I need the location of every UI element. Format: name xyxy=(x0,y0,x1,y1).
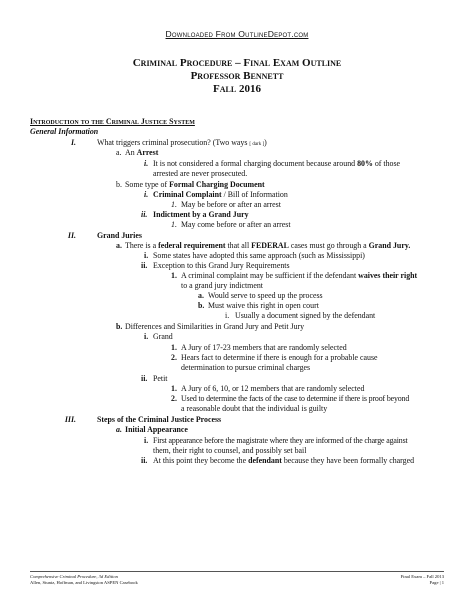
outline-num: 1. xyxy=(171,343,177,352)
outline-item-I-b-ii: Indictment by a Grand Jury xyxy=(153,210,249,219)
outline-num: a. xyxy=(116,148,122,157)
outline-num: II. xyxy=(67,231,76,240)
sub-heading: General Information xyxy=(30,127,99,136)
outline-item-continuation: arrested are never prosecuted. xyxy=(153,169,248,178)
outline-item-I-b xyxy=(125,180,265,190)
section-heading: Introduction to the Criminal Justice System xyxy=(30,117,195,126)
outline-num: 1. xyxy=(171,220,177,229)
outline-num: ii. xyxy=(141,261,148,270)
outline-num: 1. xyxy=(171,200,177,209)
outline-item-I-a xyxy=(125,148,158,158)
outline-num: i. xyxy=(144,332,149,341)
outline-num: b. xyxy=(116,180,122,189)
outline-item-II-a-i: Some states have adopted this same approach (such as Mississippi) xyxy=(153,251,365,260)
tiny-note: [ dark ] xyxy=(249,142,265,147)
outline-num: ii. xyxy=(141,456,148,465)
item-text: It is not considered a formal charging document because around xyxy=(153,159,358,168)
item-text: of those xyxy=(372,159,401,168)
doc-title-line1: Criminal Procedure – Final Exam Outline xyxy=(132,57,342,69)
item-text: What triggers criminal prosecution? (Two ways xyxy=(97,138,248,147)
outline-num: b. xyxy=(198,301,205,310)
outline-num: 1. xyxy=(171,384,177,393)
outline-item-continuation: a reasonable doubt that the individual is guilty xyxy=(181,404,328,413)
item-text: An xyxy=(125,148,137,157)
outline-item-II-a-ii: Exception to this Grand Jury Requirements xyxy=(153,261,290,270)
outline-item-II-b-ii-2: Used to determine the facts of the case to determine if there is proof beyond xyxy=(181,394,410,403)
outline-item-continuation: determination to pursue criminal charges xyxy=(181,363,311,372)
outline-item-I-b-i-1: May be before or after an arrest xyxy=(181,200,281,209)
doc-title-line2: Professor Bennett xyxy=(190,70,284,82)
outline-num: a. xyxy=(198,291,204,300)
page-number: Page | 1 xyxy=(429,580,444,585)
outline-num: 1. xyxy=(171,271,177,280)
outline-num: ii. xyxy=(141,210,148,219)
outline-item-III: Steps of the Criminal Justice Process xyxy=(97,415,222,424)
outline-item-I xyxy=(97,138,267,150)
footer-divider xyxy=(30,571,444,572)
item-bold: defendant xyxy=(248,456,282,465)
outline-item-I-b-ii-1: May come before or after an arrest xyxy=(181,220,291,229)
outline-num: 2. xyxy=(171,394,177,403)
outline-item-II-b-i-2: Hears fact to determine if there is enough for a probable cause xyxy=(181,353,378,362)
outline-num: a. xyxy=(116,241,122,250)
item-text: because they have been formally charged xyxy=(281,456,415,465)
outline-num: 2. xyxy=(171,353,177,362)
outline-item-III-a: Initial Appearance xyxy=(125,425,188,434)
outline-item-III-a-ii xyxy=(153,456,414,466)
outline-item-I-b-i xyxy=(153,190,288,200)
item-bold: waives their right xyxy=(358,271,418,280)
outline-item-II-a-ii-1 xyxy=(181,271,417,281)
item-text: At this point they become the xyxy=(153,456,249,465)
item-bold: federal requirement xyxy=(158,241,226,250)
outline-num: a. xyxy=(116,425,122,434)
outline-item-II-b-i-1: A Jury of 17-23 members that are randomly selected xyxy=(181,343,347,352)
outline-item-II: Grand Juries xyxy=(97,231,142,240)
item-bold: 80% xyxy=(357,159,373,168)
item-bold: Formal Charging Document xyxy=(169,180,265,189)
footer-left-line1: Comprehensive Criminal Procedure, 3d Edition xyxy=(30,574,118,579)
outline-item-continuation: them, their right to counsel, and possibly set bail xyxy=(153,446,307,455)
item-bold: Arrest xyxy=(136,148,159,157)
outline-item-II-a-ii-1-b: Must waive this right in open court xyxy=(208,301,319,310)
download-banner[interactable]: Downloaded From OutlineDepot.com xyxy=(165,29,309,39)
outline-num: i. xyxy=(144,159,149,168)
outline-num: I. xyxy=(70,138,76,147)
outline-num: i. xyxy=(144,251,149,260)
item-text: that all xyxy=(225,241,252,250)
outline-item-I-a-i xyxy=(153,159,443,169)
footer-right-line1: Final Exam – Fall 2013 xyxy=(400,574,444,579)
outline-item-II-b-ii-1: A Jury of 6, 10, or 12 members that are randomly selected xyxy=(181,384,365,393)
outline-num: b. xyxy=(116,322,123,331)
doc-title-line3: Fall 2016 xyxy=(213,83,261,95)
outline-item-II-b: Differences and Similarities in Grand Jury and Petit Jury xyxy=(125,322,305,331)
item-bold: Criminal Complaint xyxy=(153,190,222,199)
item-text: cases must go through a xyxy=(288,241,369,250)
outline-item-II-a-ii-1-b-i: Usually a document signed by the defendant xyxy=(235,311,376,320)
item-text: Some type of xyxy=(125,180,170,189)
outline-num: i. xyxy=(144,190,149,199)
outline-item-II-b-i: Grand xyxy=(153,332,173,341)
outline-item-continuation: to a grand jury indictment xyxy=(181,281,263,290)
item-text: A criminal complaint may be sufficient if the defendant xyxy=(181,271,359,280)
item-text-end: ) xyxy=(264,138,267,147)
item-bold: Grand Jury. xyxy=(368,241,411,250)
outline-num: i. xyxy=(225,311,230,320)
outline-item-II-a xyxy=(125,241,410,251)
item-bold: FEDERAL xyxy=(251,241,289,250)
outline-item-III-a-i: First appearance before the magistrate where they are informed of the charge against xyxy=(153,436,408,445)
outline-item-II-b-ii: Petit xyxy=(153,374,168,383)
outline-num: ii. xyxy=(141,374,148,383)
item-text: There is a xyxy=(125,241,159,250)
outline-item-II-a-ii-1-a: Would serve to speed up the process xyxy=(208,291,323,300)
outline-num: i. xyxy=(144,436,149,445)
outline-num: III. xyxy=(64,415,76,424)
footer-left-line2: Allen, Stuntz, Hoffman, and Livingston ASPEN Casebook xyxy=(30,580,138,585)
item-text: / Bill of Information xyxy=(221,190,288,199)
